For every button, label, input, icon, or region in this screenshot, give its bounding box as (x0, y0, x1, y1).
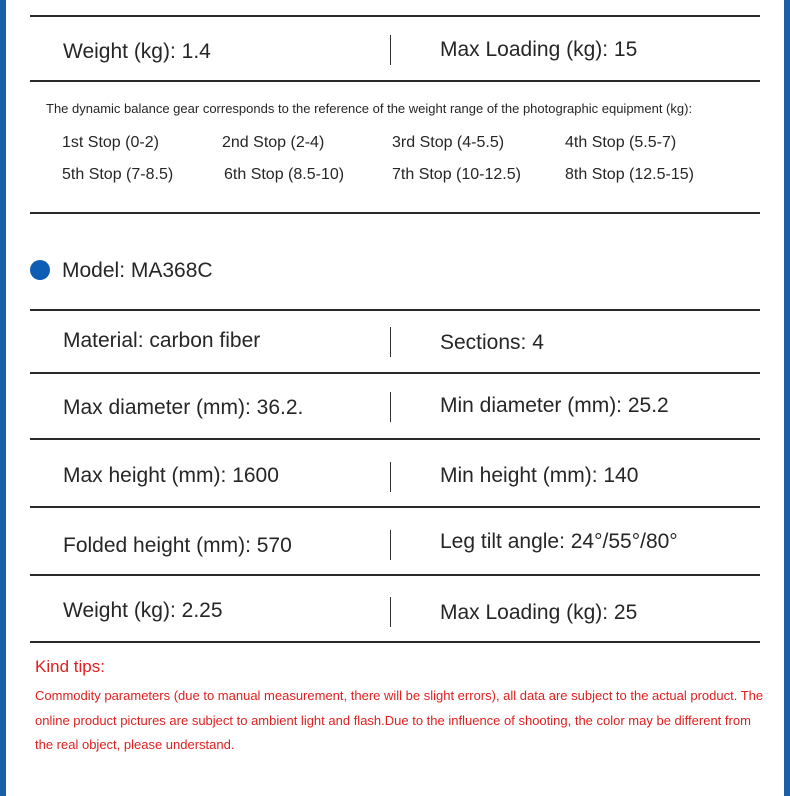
gear-stop: 2nd Stop (2-4) (222, 134, 325, 151)
column-separator (390, 530, 391, 560)
gear-stop: 8th Stop (12.5-15) (565, 166, 694, 183)
divider-rule (30, 15, 760, 17)
spec-left: Max diameter (mm): 36.2. (63, 396, 304, 419)
gear-intro-text: The dynamic balance gear corresponds to the reference of the weight range of the photographic equipment (kg): (46, 101, 693, 116)
column-separator (390, 392, 391, 422)
column-separator (390, 35, 391, 65)
divider-rule (30, 309, 760, 311)
spec-right: Leg tilt angle: 24°/55°/80° (440, 530, 678, 553)
spec-right: Max Loading (kg): 25 (440, 601, 638, 624)
gear-stop: 3rd Stop (4-5.5) (392, 134, 505, 151)
right-border-bar (784, 0, 790, 796)
divider-rule (30, 574, 760, 576)
column-separator (390, 462, 391, 492)
spec-left: Folded height (mm): 570 (63, 534, 292, 557)
weight-spec: Weight (kg): 1.4 (63, 40, 211, 63)
divider-rule (30, 438, 760, 440)
gear-stop: 6th Stop (8.5-10) (224, 166, 345, 183)
divider-rule (30, 641, 760, 643)
divider-rule (30, 506, 760, 508)
divider-rule (30, 212, 760, 214)
kind-tips-text: Commodity parameters (due to manual measurement, there will be slight errors), all data are subject to the actual product. The online product pictures are subject to ambient light and flash.Due to the influence of shooting, the color may be different from the real object, please understand. (35, 688, 764, 752)
gear-stop: 4th Stop (5.5-7) (565, 134, 677, 151)
gear-stop: 5th Stop (7-8.5) (62, 166, 174, 183)
kind-tips-title: Kind tips: (35, 657, 105, 676)
left-border-bar (0, 0, 6, 796)
model-heading: Model: MA368C (62, 259, 213, 282)
bullet-dot (30, 260, 50, 280)
spec-left: Material: carbon fiber (63, 329, 261, 352)
column-separator (390, 597, 391, 627)
divider-rule (30, 80, 760, 82)
max-loading-spec: Max Loading (kg): 15 (440, 38, 638, 61)
spec-right: Sections: 4 (440, 331, 544, 354)
gear-stop: 1st Stop (0-2) (62, 134, 159, 151)
spec-right: Min diameter (mm): 25.2 (440, 394, 669, 417)
spec-right: Min height (mm): 140 (440, 464, 639, 487)
spec-left: Max height (mm): 1600 (63, 464, 279, 487)
divider-rule (30, 372, 760, 374)
column-separator (390, 327, 391, 357)
gear-stop: 7th Stop (10-12.5) (392, 166, 521, 183)
spec-left: Weight (kg): 2.25 (63, 599, 223, 622)
